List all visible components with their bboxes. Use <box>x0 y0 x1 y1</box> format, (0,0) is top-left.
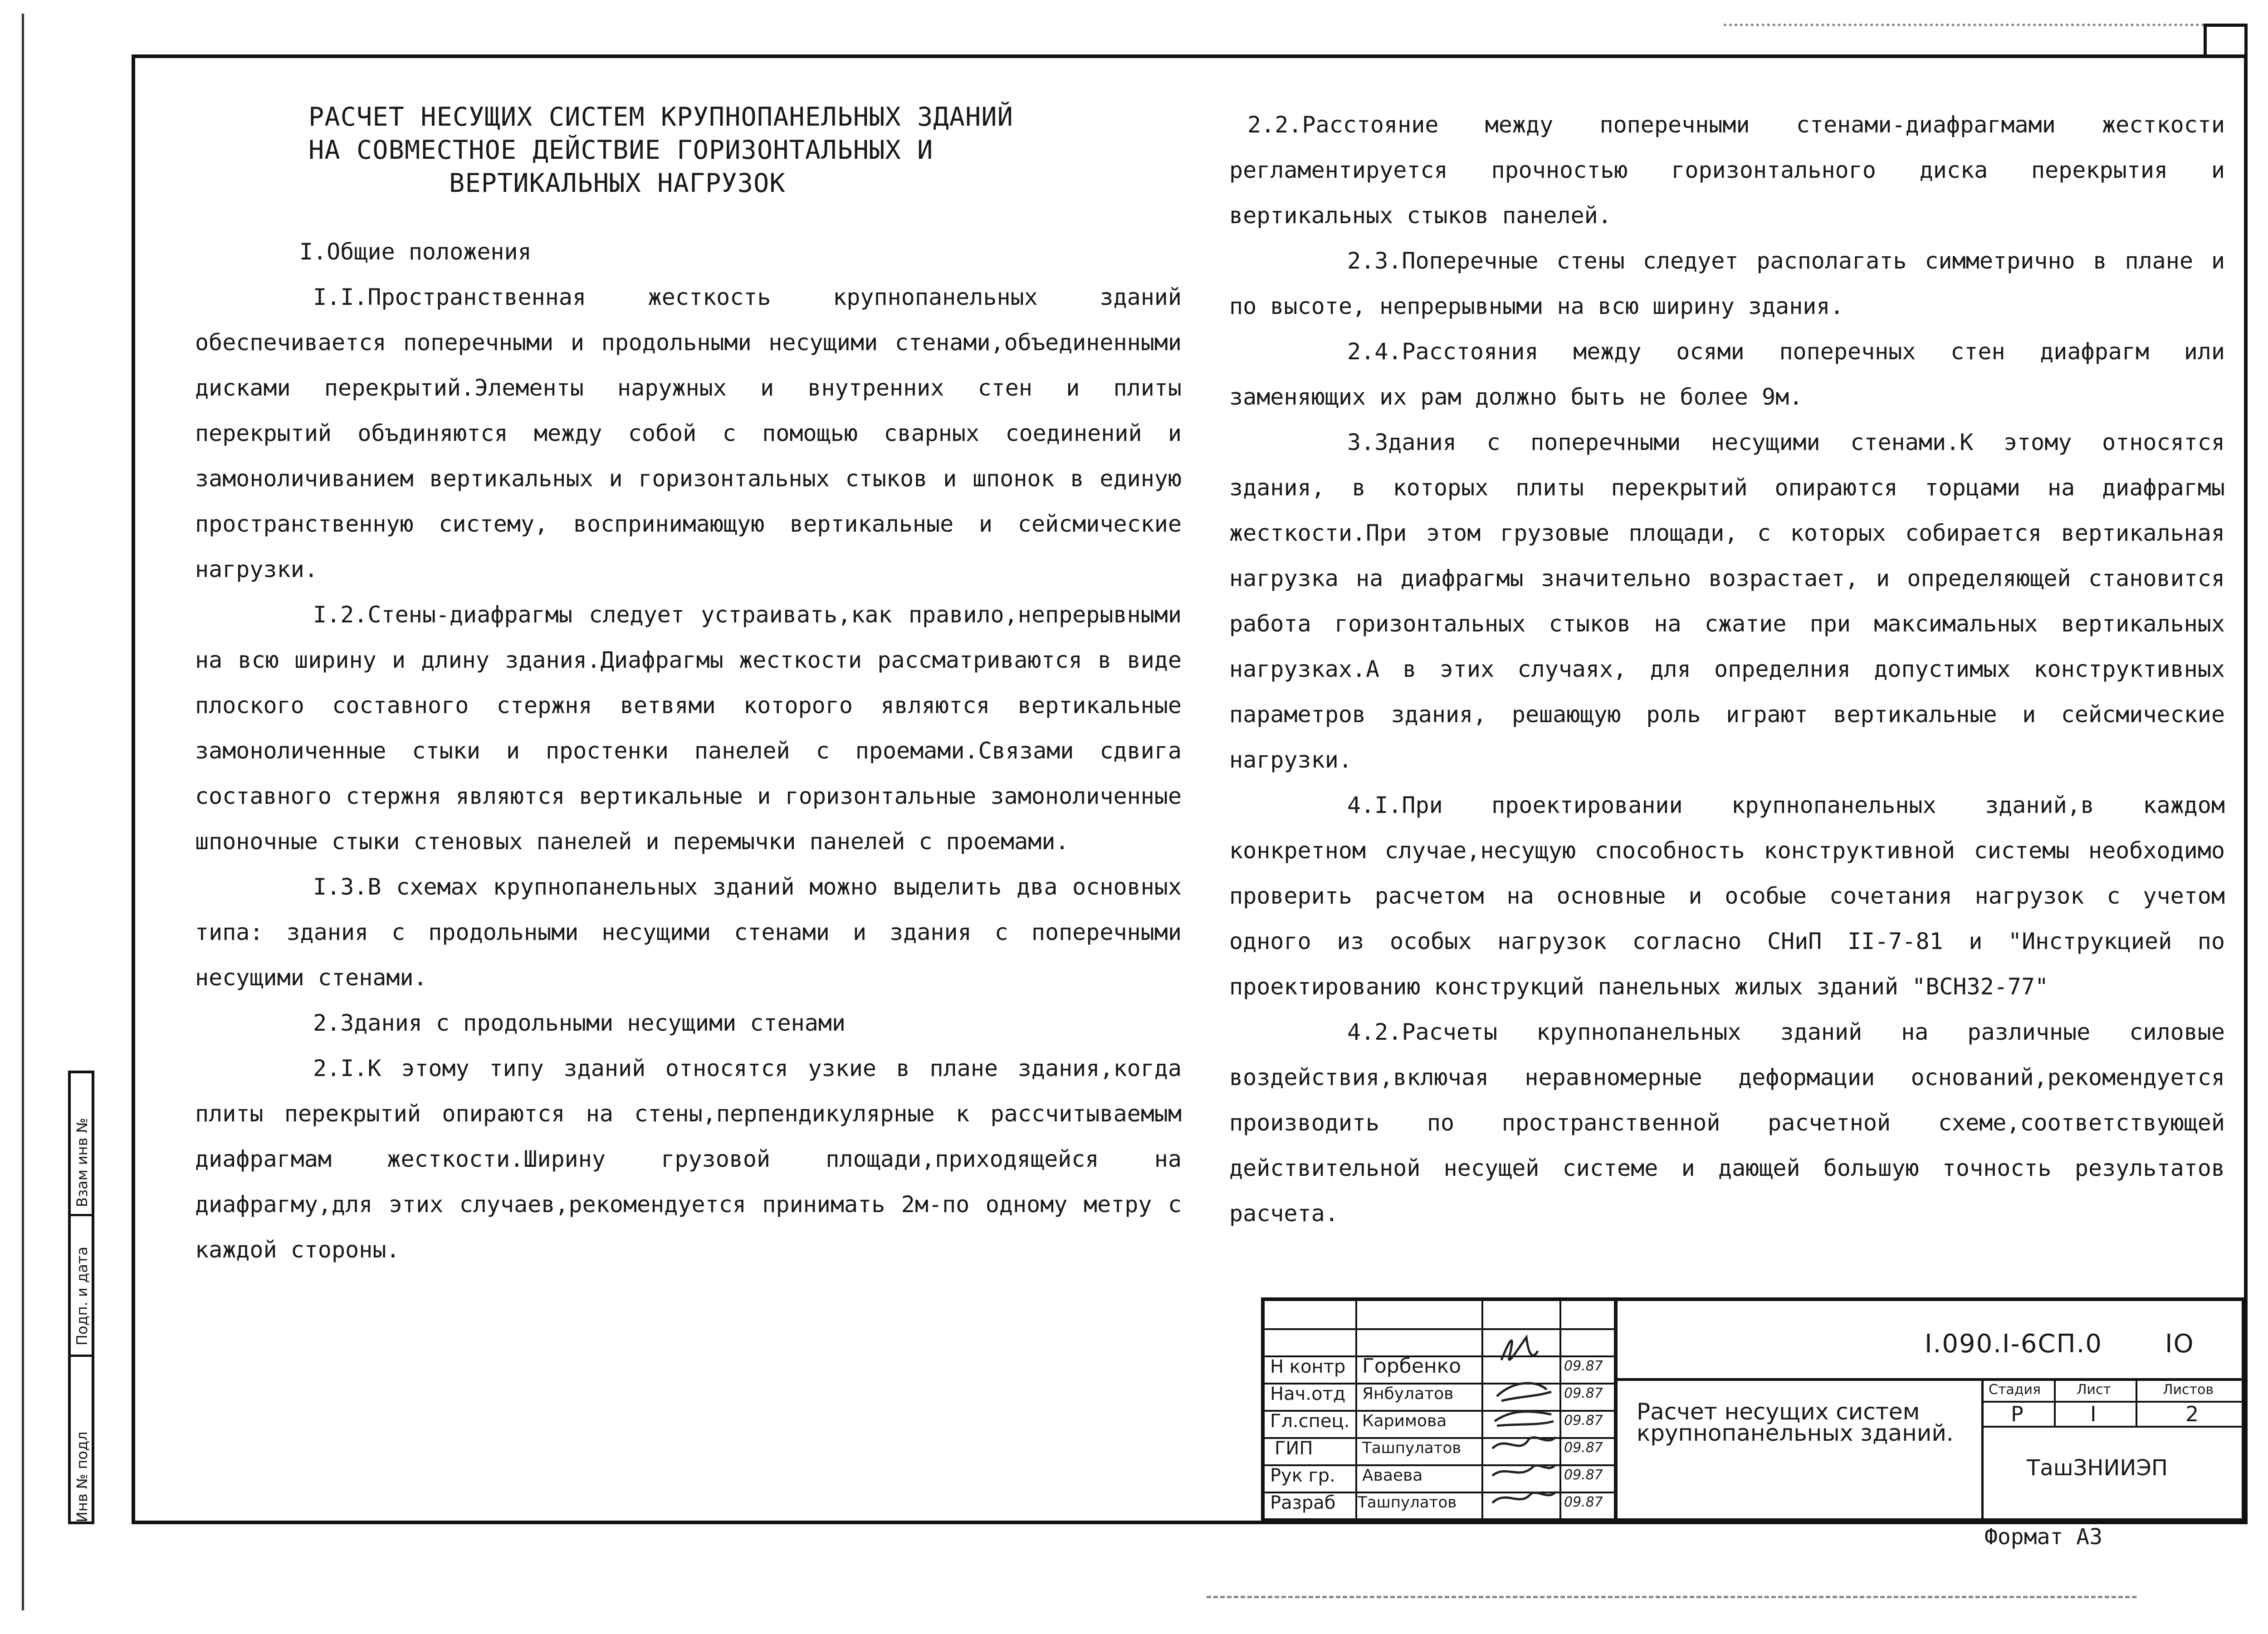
role-label: ГИП <box>1275 1438 1313 1459</box>
paragraph: I.I.Пространственная жесткость крупнопанельных зданий обеспечивается поперечными и продольными несущими стенами,объединенными дисками перекрытий.Элементы наружных и внутренних стен и плиты перекрытий объдиняются между собой с помощью сварных соединений и замоноличиванием вертикальных и горизонтальных стыков и шпонок в единую пространственную систему, воспринимающую вертикальные и сейсмические нагрузки. <box>195 284 1182 582</box>
paragraph: 4.I.При проектировании крупнопанельных зданий,в каждом конкретном случае,несущую способность конструктивной системы необходимо проверить расчетом на основные и особые сочетания нагрузок с учетом одного из особых нагрузок согласно СНиП II-7-81 и "Инструкцией по проектированию конструкций панельных жилых зданий "ВСН32-77" <box>1229 792 2225 1000</box>
paragraph: 2.4.Расстояния между осями поперечных стен диафрагм или заменяющих их рам должно быть не более 9м. <box>1229 338 2225 410</box>
role-label: Нач.отд <box>1270 1384 1346 1404</box>
scan-edge-line <box>22 14 24 1610</box>
grid-line <box>71 1214 92 1216</box>
grid-line <box>1265 1328 1614 1330</box>
paragraph: I.3.В схемах крупнопанельных зданий можно выделить два основных типа: здания с продольными несущими стенами и здания с поперечными несущими стенами. <box>195 874 1182 991</box>
person-name: Ташпулатов <box>1362 1439 1461 1457</box>
grid-line <box>1614 1301 1618 1519</box>
grid-line <box>1618 1378 2244 1381</box>
left-text-column <box>195 229 1182 1272</box>
date: 09.87 <box>1564 1358 1603 1374</box>
stage-value: Р <box>2011 1402 2024 1426</box>
role-label: Рук гр. <box>1270 1465 1335 1486</box>
role-label: Разраб <box>1270 1492 1336 1513</box>
paragraph: 2.I.К этому типу зданий относятся узкие в плане здания,когда плиты перекрытий опираются на стены,перпендикулярные к рассчитываемым диафрагмам жесткости.Ширину грузовой площади,приходящейся на диафрагму,для этих случаев,рекомендуется принимать 2м-по одному метру с каждой стороны. <box>195 1055 1182 1263</box>
right-text-column <box>1229 102 2225 1236</box>
document-code: I.090.I-6СП.0 <box>1925 1329 2102 1359</box>
document-code-suffix: IO <box>2165 1329 2195 1359</box>
sheet-label: Лист <box>2077 1382 2112 1398</box>
heading-line: РАСЧЕТ НЕСУЩИХ СИСТЕМ КРУПНОПАНЕЛЬНЫХ ЗДАНИЙ <box>308 102 1013 132</box>
heading-line: ВЕРТИКАЛЬНЫХ НАГРУЗОК <box>449 168 786 198</box>
date: 09.87 <box>1564 1440 1603 1456</box>
side-stamp <box>68 1071 94 1524</box>
person-name: Ташпулатов <box>1358 1493 1457 1512</box>
section-title: 2.Здания с продольными несущими стенами <box>313 1010 846 1036</box>
sheet-value: I <box>2090 1402 2097 1426</box>
grid-line <box>71 1355 92 1357</box>
role-label: Гл.спец. <box>1270 1411 1350 1432</box>
grid-line <box>2054 1378 2056 1426</box>
stamp-label: Инв № подл <box>73 1431 91 1522</box>
sheets-label: Листов <box>2163 1382 2214 1398</box>
person-name: Аваева <box>1362 1466 1423 1485</box>
signatures <box>1483 1328 1559 1519</box>
title-block <box>1261 1297 2245 1522</box>
frame-corner-box <box>2204 24 2248 58</box>
role-label: Н контр <box>1270 1356 1346 1377</box>
grid-line <box>1981 1378 1984 1519</box>
drawing-title-line: Расчет несущих систем <box>1637 1399 1920 1425</box>
paragraph: 4.2.Расчеты крупнопанельных зданий на различные силовые воздействия,включая неравномерные деформации оснований,рекомендуется производить по пространственной расчетной схеме,соответствующей действительной несущей системе и дающей большую точность результатов расчета. <box>1229 1019 2225 1227</box>
paragraph: 3.Здания с поперечными несущими стенами.К этому относятся здания, в которых плиты перекрытий опираются торцами на диафрагмы жесткости.При этом грузовые площади, с которых собирается вертикальная нагрузка на диафрагмы значительно возрастает, и определяющей становится работа горизонтальных стыков на сжатие при максимальных вертикальных нагрузках.А в этих случаях, для определния допустимых конструктивных параметров здания, решающую роль играют вертикальные и сейсмические нагрузки. <box>1229 429 2225 773</box>
heading-line: НА СОВМЕСТНОЕ ДЕЙСТВИЕ ГОРИЗОНТАЛЬНЫХ И <box>308 135 934 165</box>
organization: ТашЗНИИЭП <box>2027 1455 2168 1481</box>
scan-edge-line <box>1207 1596 2136 1598</box>
stamp-label: Взам инв № <box>73 1118 91 1207</box>
date: 09.87 <box>1564 1467 1603 1483</box>
stage-label: Стадия <box>1989 1382 2041 1398</box>
person-name: Горбенко <box>1362 1355 1461 1378</box>
paragraph: 2.3.Поперечные стены следует располагать симметрично в плане и по высоте, непрерывными на всю ширину здания. <box>1229 248 2225 319</box>
grid-line <box>2136 1378 2137 1426</box>
scan-edge-line <box>1724 24 2204 26</box>
document-heading <box>308 101 1013 200</box>
section-title: I.Общие положения <box>299 239 532 265</box>
paragraph: 2.2.Расстояние между поперечными стенами-диафрагмами жесткости регламентируется прочностью горизонтального диска перекрытия и вертикальных стыков панелей. <box>1229 112 2225 229</box>
paragraph: I.2.Стены-диафрагмы следует устраивать,как правило,непрерывными на всю ширину и длину здания.Диафрагмы жесткости рассматриваются в виде плоского составного стержня ветвями которого являются вертикальные замоноличенные стыки и простенки панелей с проемами.Связами сдвига составного стержня являются вертикальные и горизонтальные замоноличенные шпоночные стыки стеновых панелей и перемычки панелей с проемами. <box>195 602 1182 855</box>
date: 09.87 <box>1564 1385 1603 1401</box>
format-label: Формат А3 <box>1984 1524 2103 1550</box>
drawing-title-line: крупнопанельных зданий. <box>1637 1420 1954 1446</box>
date: 09.87 <box>1564 1413 1603 1429</box>
sheets-value: 2 <box>2185 1402 2199 1426</box>
stamp-label: Подп. и дата <box>73 1247 91 1345</box>
date: 09.87 <box>1564 1494 1603 1510</box>
person-name: Каримова <box>1362 1412 1447 1430</box>
person-name: Янбулатов <box>1362 1384 1454 1403</box>
